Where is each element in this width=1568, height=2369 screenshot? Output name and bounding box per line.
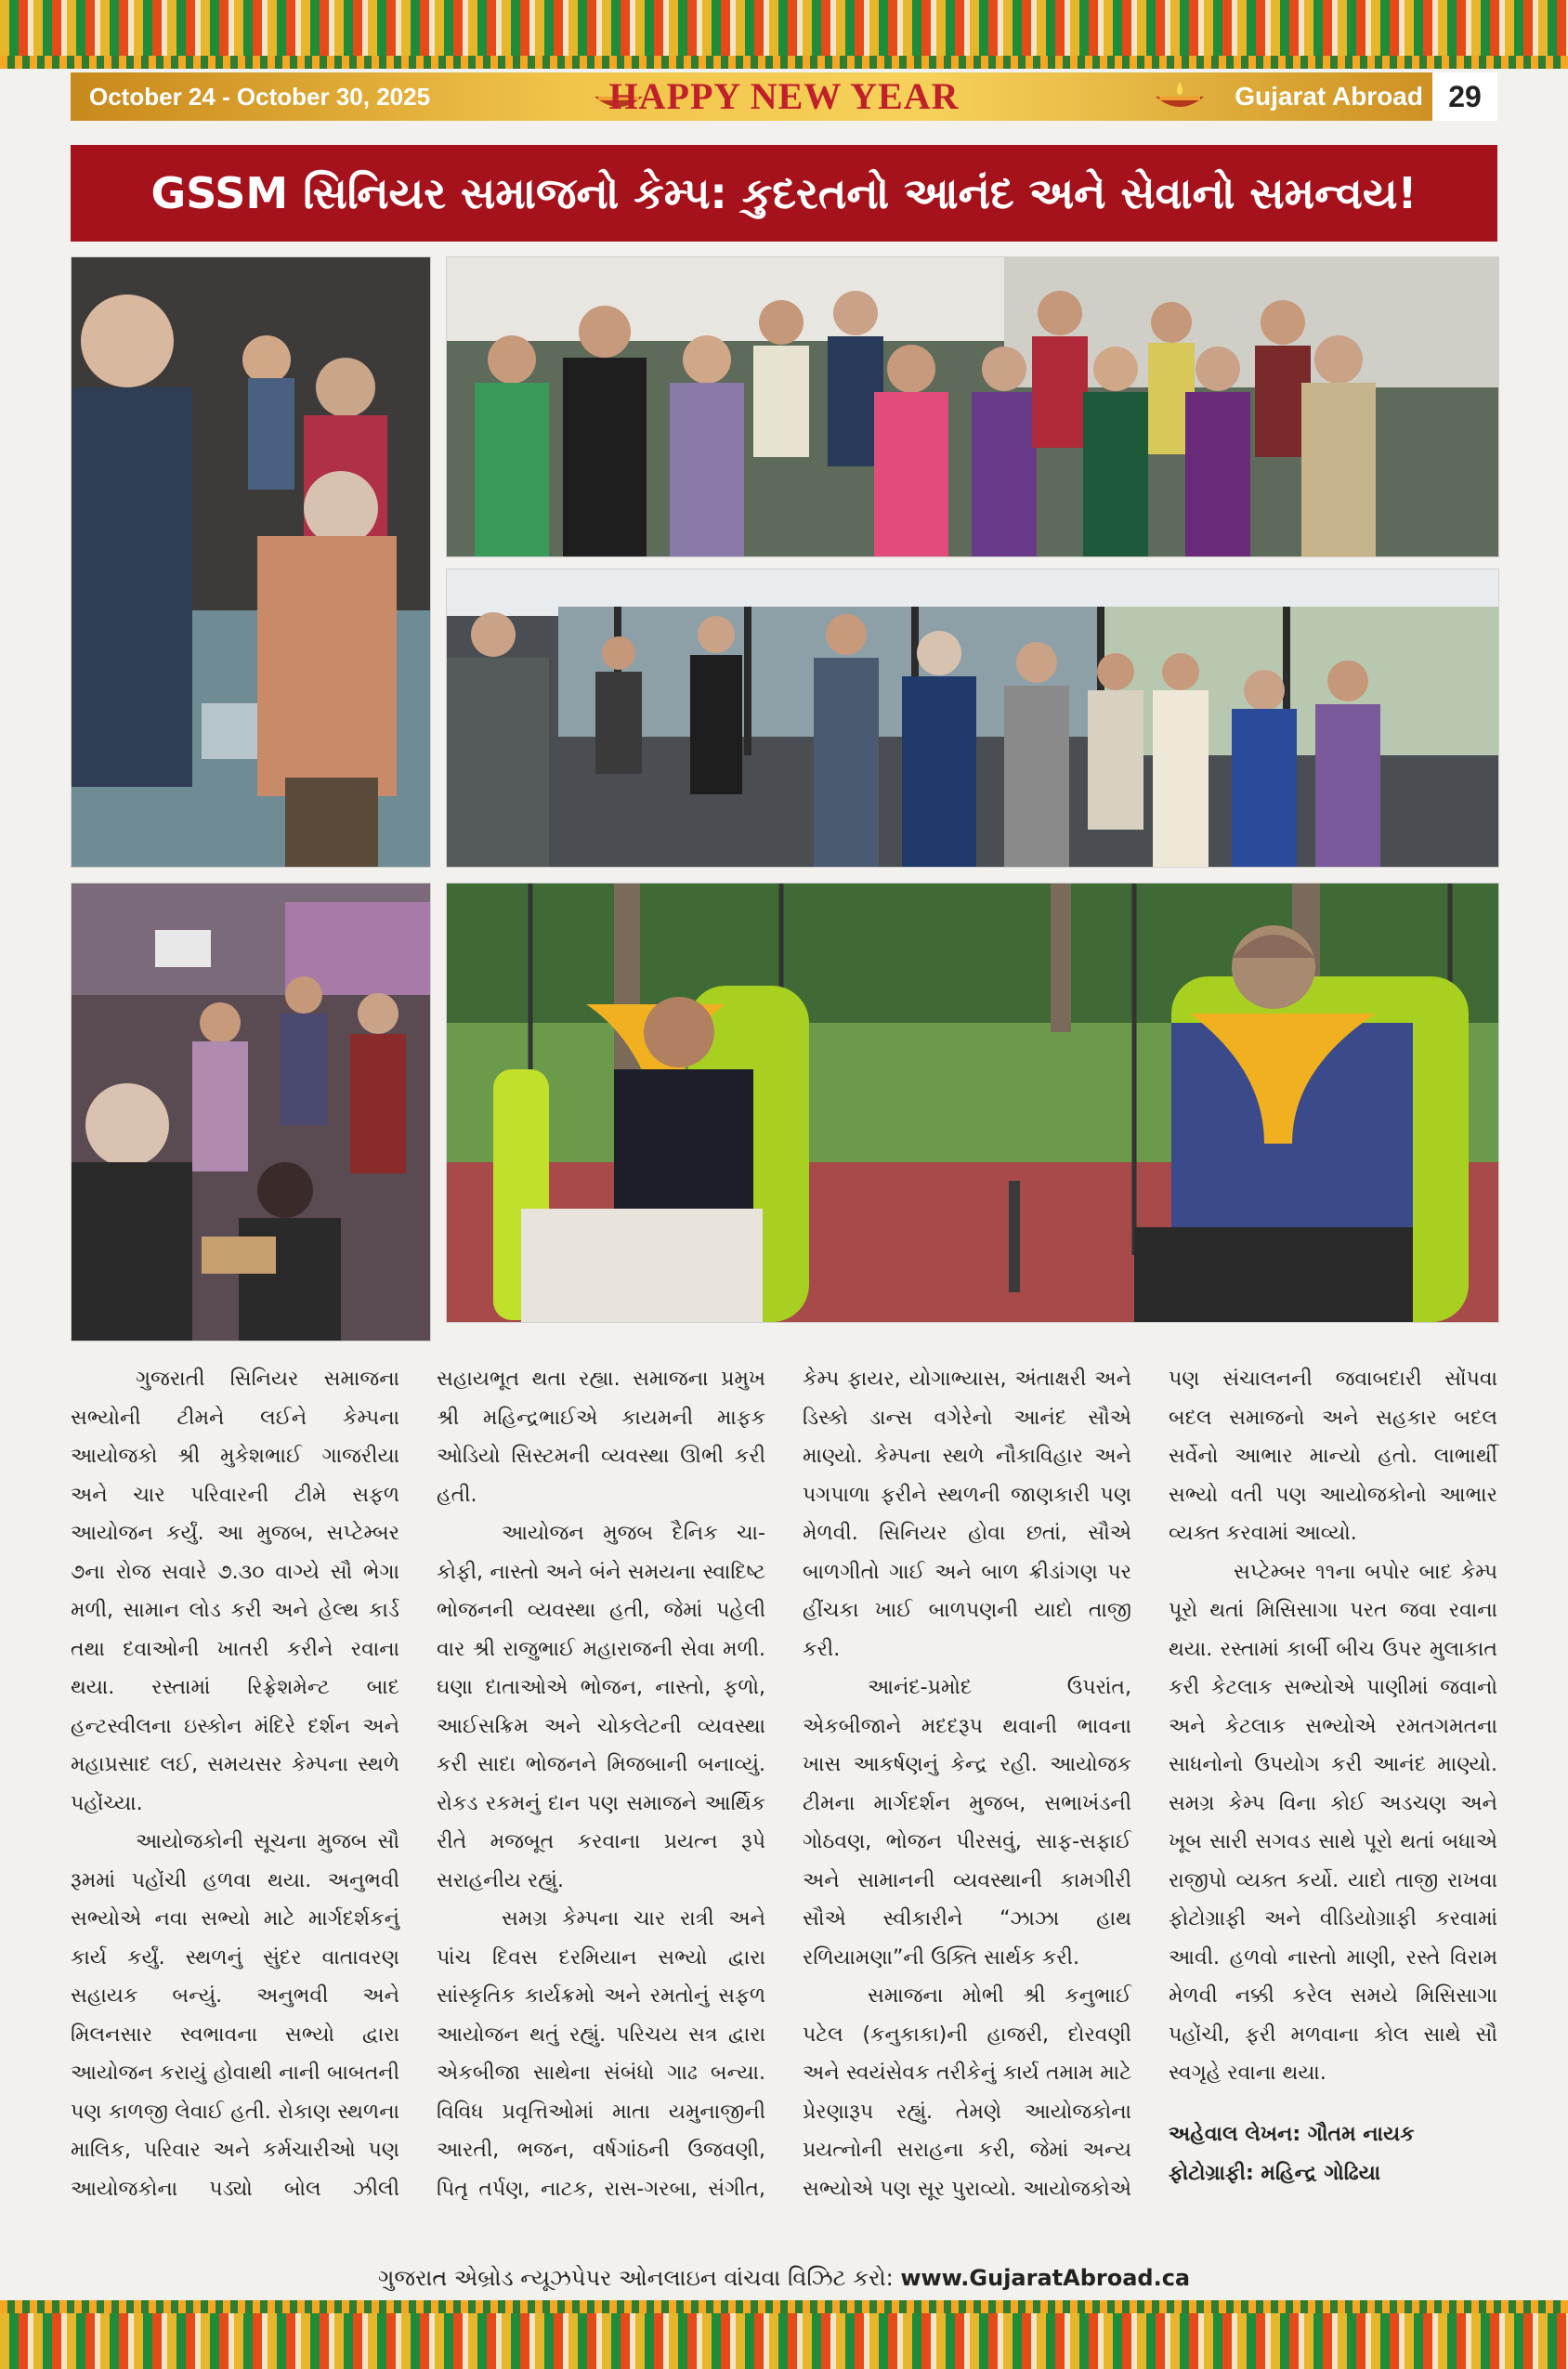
article-paragraph: આયોજકોની સૂચના મુજબ સૌ રૂમમાં પહોંચી હળવા થયા. અનુભવી સભ્યોએ નવા સભ્યો માટે માર્ગદર્શકનું કાર્ય કર્યું. સ્થળનું સુંદર વાતાવરણ સહાયક બન્યું. અનુભવી અને મિલનસાર સ્વભાવના સભ્યો દ્વારા આયોજન કરાયું હોવાથી નાની બાબતની પણ કાળજી લેવાઈ હતી. રોકાણ સ્થળના માલિક, પરિવાર અને કર્મચારીઓ પણ આયોજકોના પડ્યો બોલ ઝીલી સહાયભૂત થતા રહ્યા. સમાજના પ્રમુખ શ્રી મહિન્દ્રભાઈએ કાયમની માફક ઓડિયો સિસ્ટમની વ્યવસ્થા ઊભી કરી હતી. [71, 1368, 765, 2201]
issue-date: October 24 - October 30, 2025 [89, 83, 431, 111]
article-paragraph: સપ્ટેમ્બર ૧૧ના બપોર બાદ કેમ્પ પૂરો થતાં મિસિસાગા પરત જવા રવાના થયા. રસ્તામાં કાર્બી બીચ ઉપર મુલાકાત કરી કેટલાક સભ્યોએ પાણીમાં જવાનો અને કેટલાક સભ્યોએ રમતગમતના સાધનોનો ઉપયોગ કરી આનંદ માણ્યો. સમગ્ર કેમ્પ વિના કોઈ અડચણ અને ખૂબ સારી સગવડ સાથે પૂરો થતાં બધાએ રાજીપો વ્યક્ત કર્યો. યાદો તાજી રાખવા ફોટોગ્રાફી અને વીડિયોગ્રાફી કરવામાં આવી. હળવો નાસ્તો માણી, રસ્તે વિરામ મેળવી નક્કી કરેલ સમયે મિસિસાગા પહોંચી, ફરી મળવાના કોલ સાથે સૌ સ્વગૃહે રવાના થયા. [1169, 1560, 1497, 2085]
article-paragraph: ગુજરાતી સિનિયર સમાજના સભ્યોની ટીમને લઈને કેમ્પના આયોજકો શ્રી મુકેશભાઈ ગાજરીયા અને ચાર પરિવારની ટીમે સફળ આયોજન કર્યું. આ મુજબ, સપ્ટેમ્બર ૭ના રોજ સવારે ૭.૩૦ વાગ્યે સૌ ભેગા મળી, સામાન લોડ કરી અને હેલ્થ કાર્ડ તથા દવાઓની ખાતરી કરીને રવાના થયા. રસ્તામાં રિફ્રેશમેન્ટ બાદ હન્ટસ્વીલના ઇસ્કોન મંદિરે દર્શન અને મહાપ્રસાદ લઈ, સમયસર કેમ્પના સ્થળે પહોંચ્યા. [71, 1368, 399, 1815]
publication-name: Gujarat Abroad [1235, 82, 1423, 111]
photo-group-greeting [71, 256, 431, 868]
decorative-garland-bottom [0, 2310, 1568, 2369]
article-paragraph: સમગ્ર કેમ્પના ચાર રાત્રી અને પાંચ દિવસ દરમિયાન સભ્યો દ્વારા સાંસ્કૃતિક કાર્યક્રમો અને રમતોનું સફળ આયોજન થતું રહ્યું. પરિચય સત્ર દ્વારા એકબીજા સાથેના સંબંધો ગાઢ બન્યા. વિવિધ પ્રવૃત્તિઓમાં માતા યમુનાજીની આરતી, ભજન, વર્ષગાંઠની ઉજવણી, પિતૃ તર્પણ, નાટક, રાસ-ગરબા, સંગીત, કેમ્પ ફાયર, યોગાભ્યાસ, અંતાક્ષરી અને ડિસ્કો ડાન્સ વગેરેનો આનંદ સૌએ માણ્યો. કેમ્પના સ્થળે નૌકાવિહાર અને પગપાળા ફરીને સ્થળની જાણકારી પણ મેળવી. સિનિયર હોવા છતાં, સૌએ બાળગીતો ગાઈ અને બાળ ક્રીડાંગણ પર હીંચકા ખાઈ બાળપણની યાદો તાજી કરી. [437, 1368, 1131, 2201]
article-paragraph: આયોજન મુજબ દૈનિક ચા-કોફી, નાસ્તો અને બંને સમયના સ્વાદિષ્ટ ભોજનની વ્યવસ્થા હતી, જેમાં પહેલી વાર શ્રી રાજુભાઈ મહારાજની સેવા મળી. ઘણા દાતાઓએ ભોજન, નાસ્તો, ફળો, આઈસક્રિમ અને ચોકલેટની વ્યવસ્થા કરી સાદા ભોજનને મિજબાની બનાવ્યું. રોકડ રકમનું દાન પણ સમાજને આર્થિક રીતે મજબૂત કરવાના પ્રયત્ન રૂપે સરાહનીય રહ્યું. [437, 1522, 765, 1892]
author-credit [1169, 2115, 1497, 2193]
photo-dining-hall-prayer [446, 569, 1499, 868]
decorative-garland-top [0, 0, 1568, 59]
diya-lamp-icon [1152, 80, 1208, 113]
article-body [71, 1360, 1497, 2245]
article-paragraph: સમાજના મોભી શ્રી કનુભાઈ પટેલ (કનુકાકા)ની હાજરી, દોરવણી અને સ્વયંસેવક તરીકેનું કાર્ય તમામ માટે પ્રેરણારૂપ રહ્યું. તેમણે આયોજકોના પ્રયત્નોની સરાહના કરી, જેમાં અન્ય સભ્યોએ પણ સૂર પુરાવ્યો. આયોજકોએ પણ સંચાલનની જવાબદારી સોંપવા બદલ સમાજનો અને સહકાર બદલ સર્વેનો આભાર માન્યો હતો. લાભાર્થી સભ્યો વતી પણ આયોજકોનો આભાર વ્યક્ત કરવામાં આવ્યો. [803, 1368, 1497, 2201]
page-header [71, 72, 1497, 121]
article-headline: GSSM સિનિયર સમાજનો કેમ્પ: કુદરતનો આનંદ અને સેવાનો સમન્વય! [71, 145, 1497, 242]
website-link[interactable]: www.GujaratAbroad.ca [900, 2265, 1191, 2291]
report-credit: અહેવાલ લેખન: ગૌતમ નાયક [1169, 2122, 1415, 2146]
photo-park-swings [446, 883, 1499, 1323]
footer-text: ગુજરાત એબ્રોડ ન્યૂઝપેપર ઓનલાઇન વાંચવા વિઝિટ કરો: [377, 2265, 894, 2291]
page-number: 29 [1432, 72, 1497, 121]
article-paragraph: આનંદ-પ્રમોદ ઉપરાંત, એકબીજાને મદદરૂપ થવાની ભાવના ખાસ આકર્ષણનું કેન્દ્ર રહી. આયોજક ટીમના માર્ગદર્શન મુજબ, સભાખંડની ગોઠવણ, ભોજન પીરસવું, સાફ-સફાઈ અને સામાનની વ્યવસ્થાની કામગીરી સૌએ સ્વીકારીને “ઝાઝા હાથ રળિયામણા”ની ઉક્તિ સાર્થક કરી. [803, 1676, 1131, 1970]
photo-credit: ફોટોગ્રાફી: મહિન્દ્ર ગોઢિયા [1169, 2161, 1381, 2185]
page-footer [0, 2259, 1568, 2297]
photo-indoor-gathering [71, 883, 431, 1342]
header-title: HAPPY NEW YEAR [608, 75, 960, 117]
photo-group-celebration [446, 256, 1499, 557]
